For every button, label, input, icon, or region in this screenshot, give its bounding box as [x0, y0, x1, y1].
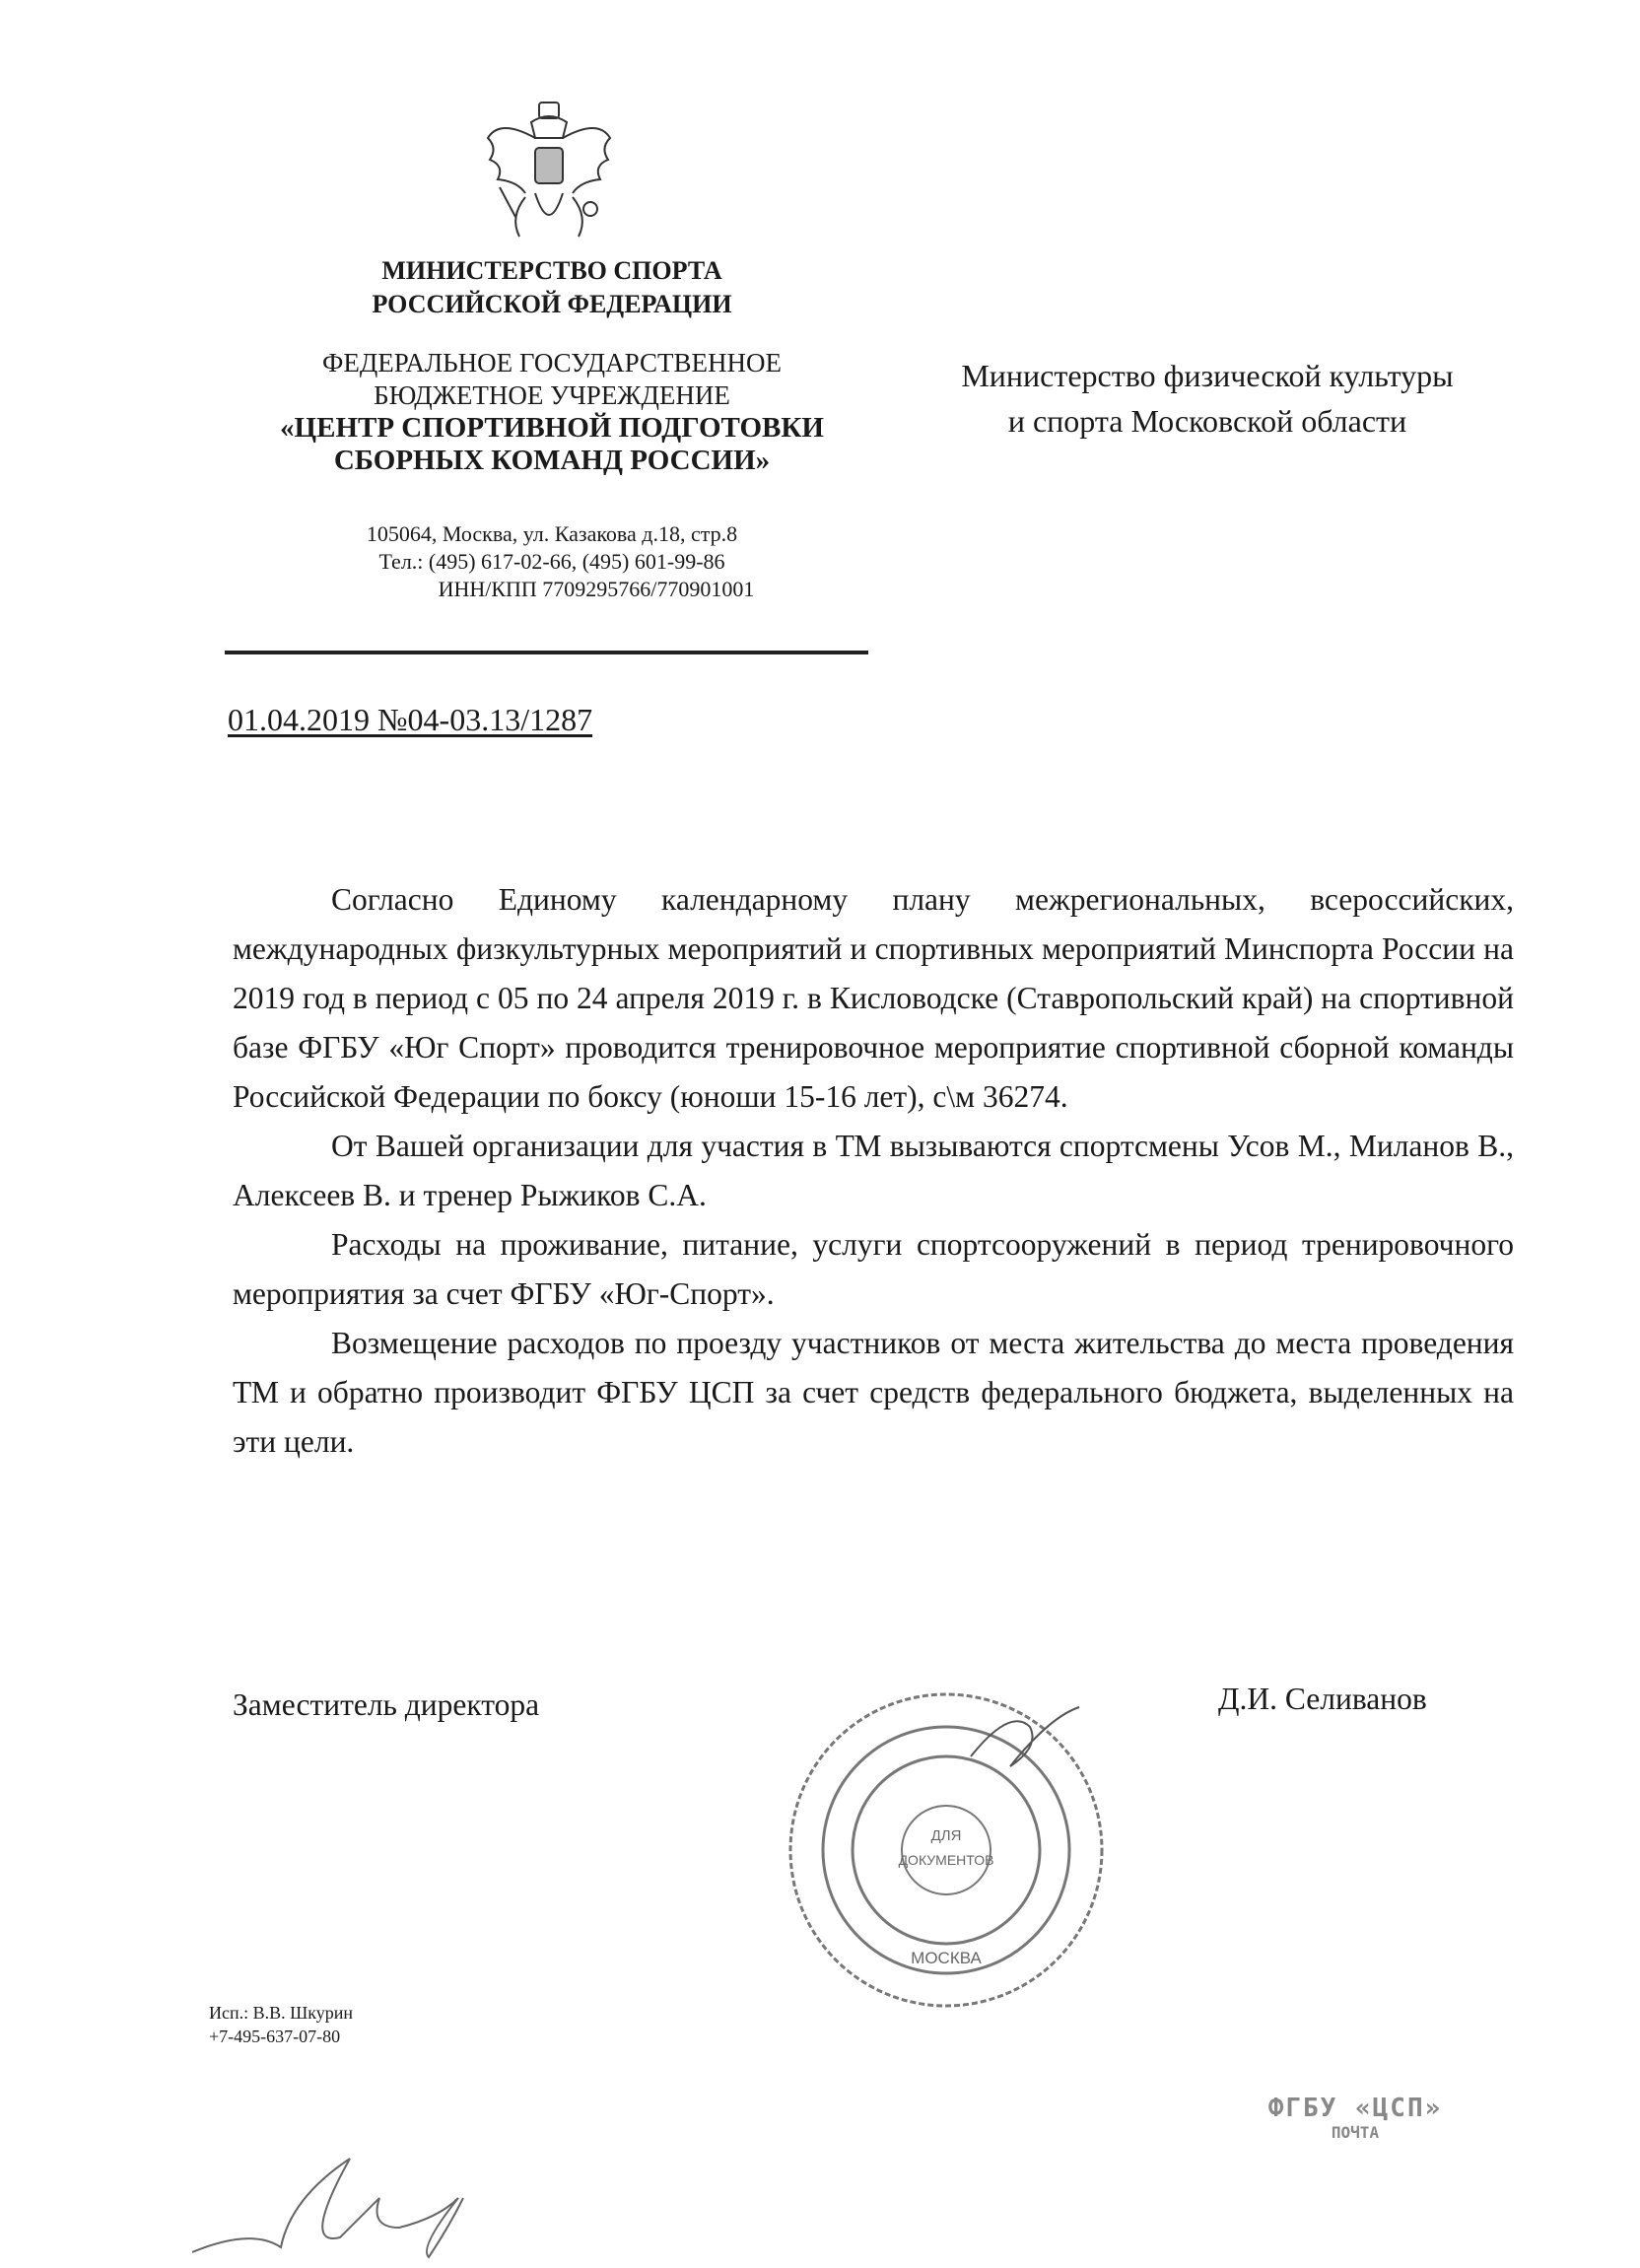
address: 105064, Москва, ул. Казакова д.18, стр.8	[366, 521, 738, 546]
ministry-line-1: МИНИСТЕРСТВО СПОРТА	[381, 256, 722, 285]
paragraph: Возмещение расходов по проезду участников от места жительства до места проведения ТМ и обратно производит ФГБУ ЦСП за счет средств федерального бюджета, выделенных на эти цели.	[233, 1326, 1514, 1459]
stamp-center-line-2: ДОКУМЕНТОВ	[898, 1852, 994, 1868]
header-divider	[225, 651, 868, 654]
coat-of-arms-emblem	[480, 99, 618, 246]
recipient-line-1: Министерство физической культуры	[961, 358, 1454, 393]
phone: Тел.: (495) 617-02-66, (495) 601-99-86	[378, 549, 725, 574]
stamp-city: МОСКВА	[911, 1949, 982, 1967]
letter-body	[233, 875, 1514, 1467]
paragraph: Расходы на проживание, питание, услуги спортсооружений в период тренировочного мероприятия за счет ФГБУ «Юг-Спорт».	[233, 1227, 1514, 1311]
organization-name	[227, 347, 877, 477]
mail-stamp-line-2: ПОЧТА	[1331, 2123, 1380, 2142]
signatory-role: Заместитель директора	[233, 1687, 540, 1722]
executor-signature	[192, 2139, 527, 2263]
org-name-line-2: СБОРНЫХ КОМАНД РОССИИ»	[333, 445, 771, 476]
executor-info	[209, 2001, 353, 2048]
organization-contacts	[227, 520, 877, 603]
official-seal-stamp	[784, 1687, 1109, 2013]
recipient	[892, 353, 1523, 444]
org-line-2: БЮДЖЕТНОЕ УЧРЕЖДЕНИЕ	[374, 380, 730, 410]
inn-kpp: ИНН/КПП 7709295766/770901001	[438, 577, 755, 601]
executor-phone: +7-495-637-07-80	[209, 2027, 341, 2046]
org-line-1: ФЕДЕРАЛЬНОЕ ГОСУДАРСТВЕННОЕ	[322, 348, 782, 378]
org-name-line-1: «ЦЕНТР СПОРТИВНОЙ ПОДГОТОВКИ	[280, 412, 824, 444]
executor-name: Исп.: В.В. Шкурин	[209, 2003, 354, 2023]
paragraph: Согласно Единому календарному плану межрегиональных, всероссийских, международных физкультурных мероприятий и спортивных мероприятий Минспорта России на 2019 год в период с 05 по 24 апреля 2019 г. в Кисловодске (Ставропольский край) на спортивной базе ФГБУ «Юг Спорт» проводится тренировочное мероприятие спортивной сборной команды Российской Федерации по боксу (юноши 15-16 лет), с\м 36274.	[233, 882, 1514, 1114]
mail-stamp-line-1: ФГБУ «ЦСП»	[1267, 2094, 1443, 2123]
stamp-center-line-1: ДЛЯ	[930, 1827, 962, 1844]
mail-stamp	[1257, 2094, 1454, 2142]
reference-number: 01.04.2019 №04-03.13/1287	[228, 702, 593, 737]
ministry-name	[227, 254, 877, 321]
paragraph: От Вашей организации для участия в ТМ вызываются спортсмены Усов М., Миланов В., Алексеев В. и тренер Рыжиков С.А.	[233, 1129, 1514, 1212]
signatory-name: Д.И. Селиванов	[1218, 1682, 1427, 1716]
recipient-line-2: и спорта Московской области	[1007, 403, 1407, 439]
ministry-line-2: РОССИЙСКОЙ ФЕДЕРАЦИИ	[372, 290, 732, 318]
